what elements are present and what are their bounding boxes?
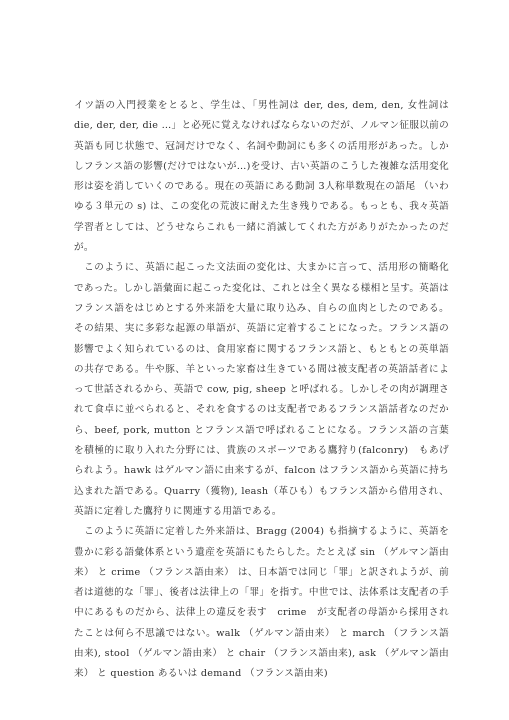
paragraph-3: このように英語に定着した外来語は、Bragg (2004) も指摘するように、英語を豊かに彩る語彙体系という遺産を英語にもたらした。たとえば sin （ゲルマン語由来） と crime （フランス語由来） は、日本語では同じ「罪」と訳されようが、前者は道徳的な「罪」、後者は法律上の「罪」を指す。中世では、法体系は支配者の手中にあるものだから、法律上の違反を表す crime が支配者の母語から採用されたことは何ら不思議ではない。walk （ゲルマン語由来） と march （フランス語由来), stool （ゲルマン語由来） と chair （フランス語由来), ask （ゲルマン語由来） と question あるいは demand （フランス語由来) — [74, 526, 449, 680]
body-text — [74, 96, 453, 685]
paragraph-1: イツ語の入門授業をとると、学生は、「男性詞は der, des, dem, den, 女性詞は die, der, der, die …」と必死に覚えなければならないのだが、ノルマン征服以前の英語も同じ状態で、冠詞だけでなく、名詞や動詞にも多くの活用形があった。しかしフランス語の影響(だけではないが…)を受け、古い英語のこうした複雑な活用変化形は姿を消していくのである。現在の英語にある動詞 3人称単数現在の語尾 （いわゆる３単元の s) は、この変化の荒波に耐えた生き残りである。もっとも、我々英語学習者としては、どうせならこれも一緒に消滅してくれた方がありがたかったのだが。 — [74, 100, 453, 254]
paragraph-2: このように、英語に起こった文法面の変化は、大まかに言って、活用形の簡略化であった。しかし語彙面に起こった変化は、これとは全く異なる様相と呈す。英語はフランス語をはじめとする外来語を大量に取り込み、自らの血肉としたのである。その結果、実に多彩な起源の単語が、英語に定着することになった。フランス語の影響でよく知られているのは、食用家畜に関するフランス語と、もともとの英単語の共存である。牛や豚、羊といった家畜は生きている間は被支配者の英語話者によって世話されるから、英語で cow, pig, sheep と呼ばれる。しかしその肉が調理されて食卓に並べられると、それを食するのは支配者であるフランス語話者なのだから、beef, pork, mutton とフランス語で呼ばれることになる。フランス語の言葉を積極的に取り入れた分野には、貴族のスポーツである鷹狩り(falconry) もあげられよう。hawk はゲルマン語に由来するが、falcon はフランス語から英語に持ち込まれた語である。Quarry（獲物), leash（革ひも）もフランス語から借用され、英語に定着した鷹狩りに関連する用語である。 — [74, 262, 449, 517]
